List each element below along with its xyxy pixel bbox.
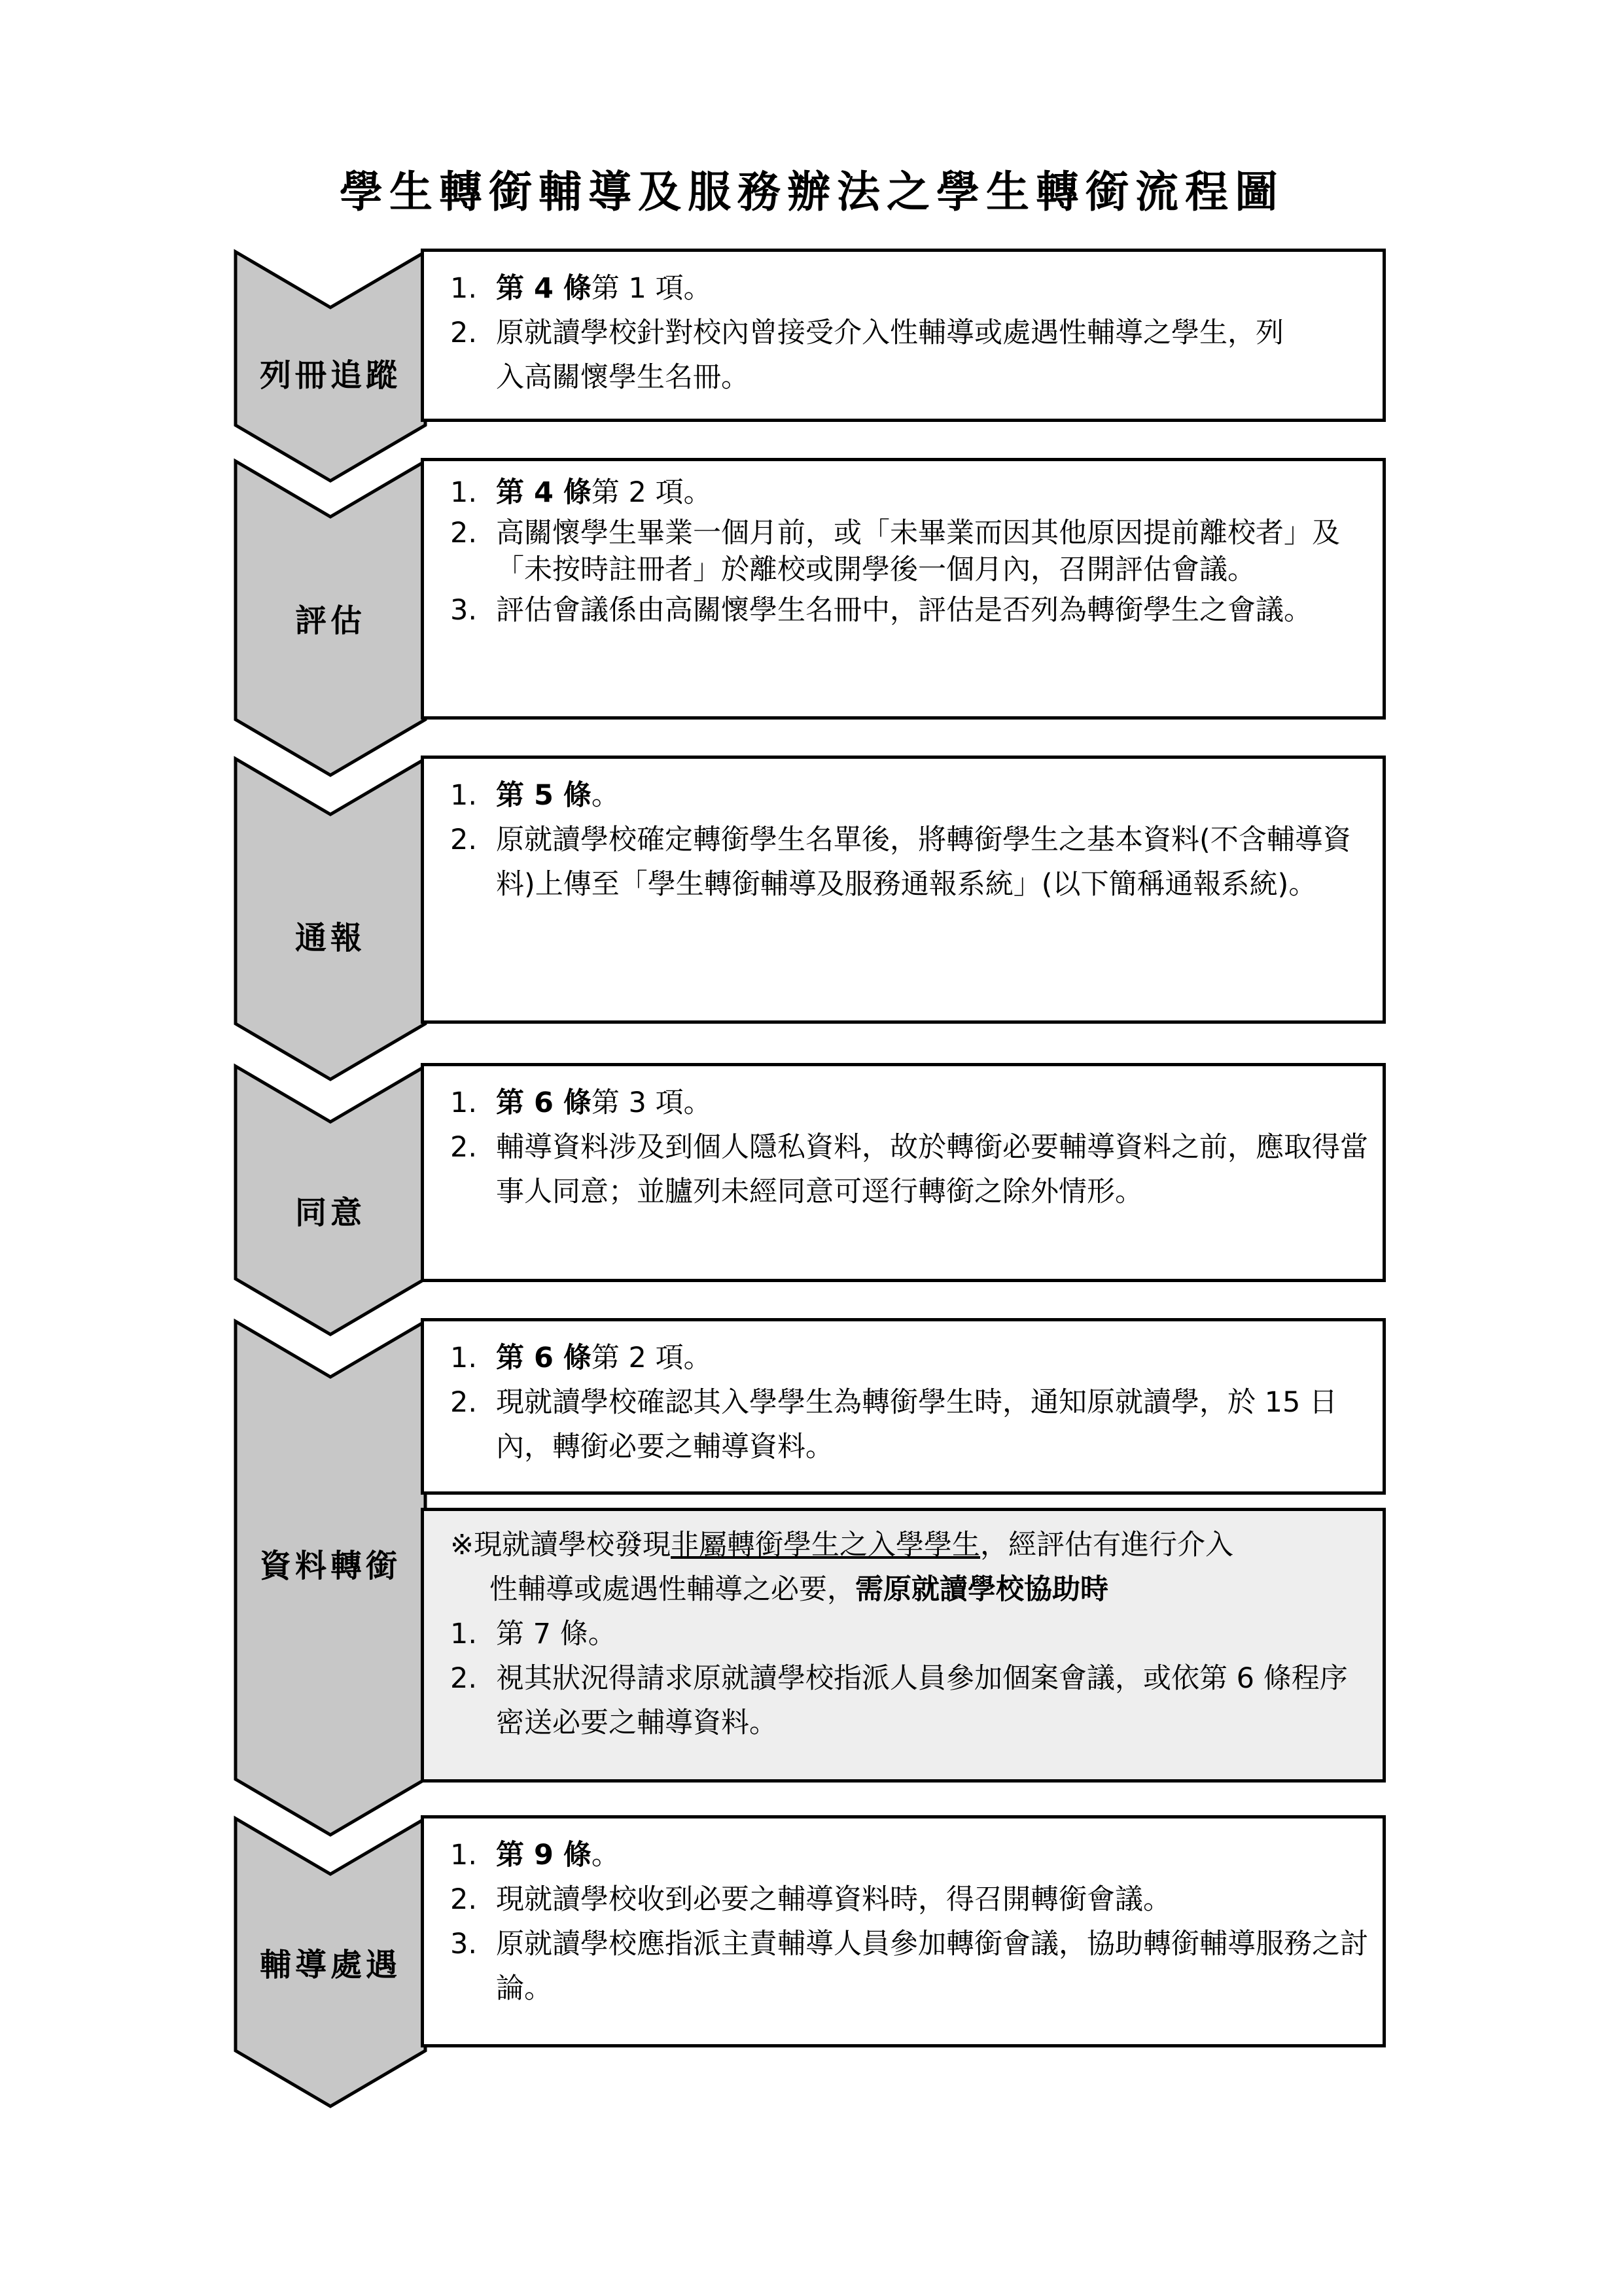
stage-box-counseling: [421, 1815, 1386, 2047]
list-item: 2. 原就讀學校針對校內曾接受介入性輔導或處遇性輔導之學生，列入高關懷學生名冊。: [450, 317, 1284, 394]
list-item: 1. 第 9 條。: [450, 1839, 620, 1871]
list-item: 1. 第 4 條第 1 項。: [450, 272, 712, 305]
stage-box-assessment: [421, 458, 1386, 720]
stage-box-report: [421, 756, 1386, 1024]
list-item: 1. 第 6 條第 3 項。: [450, 1087, 712, 1119]
stage-label-list-tracking: 列冊追蹤: [259, 357, 401, 394]
stage-label-report: 通報: [294, 920, 366, 956]
list-item: 2. 現就讀學校收到必要之輔導資料時，得召開轉銜會議。: [450, 1883, 1171, 1916]
stage-label-counseling: 輔導處遇: [259, 1947, 401, 1983]
list-item: 2. 高關懷學生畢業一個月前，或「未畢業而因其他原因提前離校者」及「未按時註冊者」於離校或開學後一個月內，召開評估會議。: [450, 517, 1340, 586]
list-item: 2. 輔導資料涉及到個人隱私資料，故於轉銜必要輔導資料之前，應取得當事人同意；並臚列未經同意可逕行轉銜之除外情形。: [450, 1131, 1368, 1208]
list-item: 1. 第 4 條第 2 項。: [450, 476, 712, 509]
list-item: 2. 現就讀學校確認其入學學生為轉銜學生時，通知原就讀學，於 15 日內，轉銜必要之輔導資料。: [450, 1386, 1338, 1463]
list-item: 1. 第 7 條。: [450, 1618, 616, 1650]
stage-label-assessment: 評估: [294, 602, 366, 639]
stage-note-box-data-transfer: [421, 1508, 1386, 1783]
list-item: 1. 第 5 條。: [450, 779, 620, 812]
page-title: 學生轉銜輔導及服務辦法之學生轉銜流程圖: [340, 166, 1284, 217]
note-text: ※現就讀學校發現非屬轉銜學生之入學學生，經評估有進行介入: [450, 1529, 1234, 1561]
stage-label-data-transfer: 資料轉銜: [259, 1548, 401, 1584]
list-item: 2. 視其狀況得請求原就讀學校指派人員參加個案會議，或依第 6 條程序密送必要之輔導資料。: [450, 1662, 1348, 1739]
stage-label-consent: 同意: [294, 1194, 366, 1231]
stage-box-data-transfer: [421, 1318, 1386, 1495]
list-item: 1. 第 6 條第 2 項。: [450, 1342, 712, 1374]
list-item: 3. 評估會議係由高關懷學生名冊中，評估是否列為轉銜學生之會議。: [450, 594, 1312, 627]
stage-box-list-tracking: [421, 249, 1386, 422]
note-text-line2: 性輔導或處遇性輔導之必要，需原就讀學校協助時: [489, 1573, 1108, 1606]
list-item: 2. 原就讀學校確定轉銜學生名單後，將轉銜學生之基本資料(不含輔導資料)上傳至「學生轉銜輔導及服務通報系統」(以下簡稱通報系統)。: [450, 824, 1351, 901]
list-item: 3. 原就讀學校應指派主責輔導人員參加轉銜會議，協助轉銜輔導服務之討論。: [450, 1928, 1368, 2005]
stage-box-consent: [421, 1063, 1386, 1282]
